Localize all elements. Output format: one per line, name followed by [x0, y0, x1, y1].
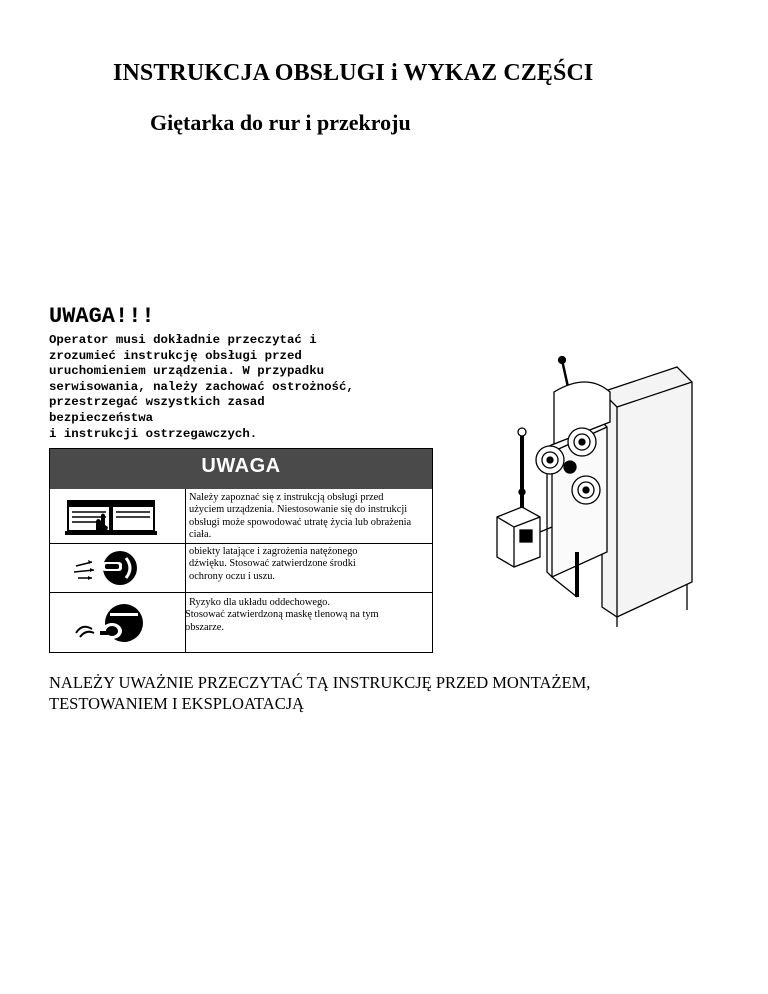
safety-row-text: Ryzyko dla układu oddechowego. Stosować zatwierdzoną maskę tlenową na tym obszarze.	[185, 597, 379, 633]
eye-ear-protection-icon	[62, 548, 172, 593]
warning-heading: UWAGA!!!	[49, 304, 155, 329]
safety-row-text: obiekty latające i zagrożenia natężonego dźwięku. Stosować zatwierdzone środki ochrony oczu i uszu.	[189, 546, 358, 582]
read-manual-icon	[62, 497, 172, 542]
warning-line: zrozumieć instrukcję obsługi przed	[49, 348, 302, 363]
warning-line: Operator musi dokładnie przeczytać i	[49, 333, 317, 347]
row-divider	[50, 543, 432, 544]
pipe-bender-machine-icon	[492, 352, 752, 637]
safety-box-header	[50, 449, 432, 489]
warning-line: serwisowania, należy zachować ostrożność,	[49, 379, 354, 394]
safety-box-header-label: UWAGA	[201, 455, 281, 477]
document-title: INSTRUKCJA OBSŁUGI i WYKAZ CZĘŚCI	[113, 60, 594, 86]
safety-warning-box	[49, 448, 433, 653]
warning-line: uruchomieniem urządzenia. W przypadku	[49, 364, 325, 379]
warning-text	[49, 333, 449, 442]
warning-line: bezpieczeństwa	[49, 410, 154, 425]
safety-row-text: Należy zapoznać się z instrukcją obsługi przed użyciem urządzenia. Niestosowanie się do instrukcji obsługi może spowodować utratę życia lub obrażenia ciała.	[189, 492, 412, 541]
warning-line: i instrukcji ostrzegawczych.	[49, 426, 258, 441]
document-subtitle: Giętarka do rur i przekroju	[150, 110, 411, 135]
warning-line: przestrzegać wszystkich zasad	[49, 395, 265, 410]
read-instructions-notice: NALEŻY UWAŻNIE PRZECZYTAĆ TĄ INSTRUKCJĘ PRZED MONTAŻEM, TESTOWANIEM I EKSPLOATACJĄ	[49, 673, 591, 713]
respirator-mask-icon	[62, 601, 172, 652]
